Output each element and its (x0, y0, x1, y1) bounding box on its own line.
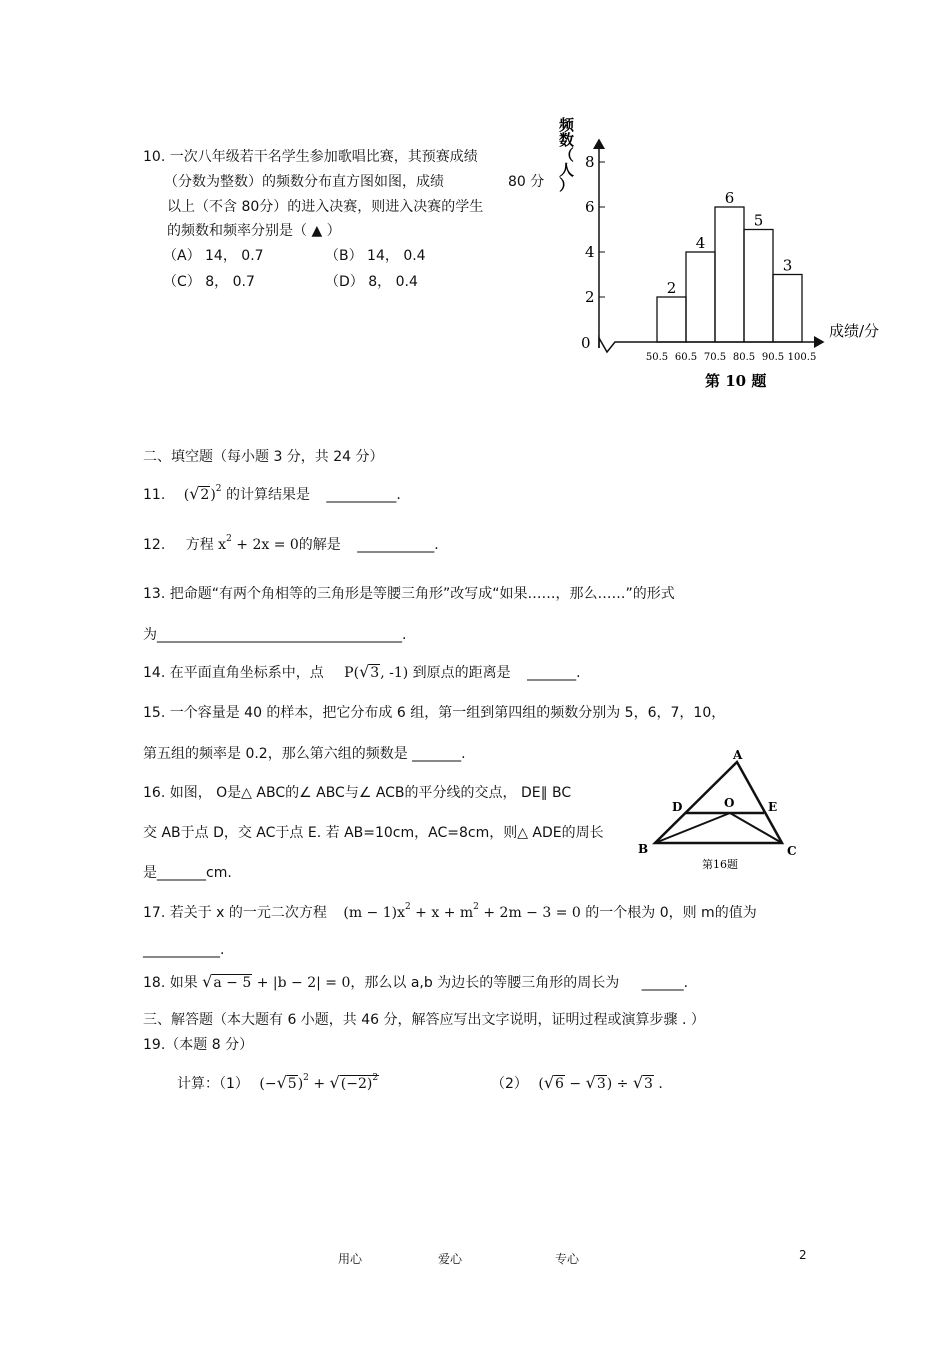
q19-part2-label: （2） (491, 1076, 528, 1092)
q18-equation: √a − 5 + |b − 2| = 0 (202, 972, 351, 991)
bar-value-label: 5 (753, 211, 764, 230)
section3-heading: 三、解答题（本大题有 6 小题，共 46 分，解答应写出文字说明，证明过程或演算步骤 . ） (143, 1012, 705, 1028)
q18-text: ，那么以 a,b 为边长的等腰三角形的周长为 (350, 975, 620, 991)
q10-line2-score: 80 分 (508, 174, 545, 190)
q11 (143, 484, 401, 504)
q19-part2 (491, 1073, 663, 1093)
label-e: E (768, 800, 778, 814)
label-d: D (672, 800, 683, 814)
q13-line2: 为___________________________________. (143, 627, 407, 643)
q10-option-d: （D） 8， 0.4 (325, 274, 418, 290)
y-tick-label: 0 (581, 334, 591, 352)
q12-equation: $x^2 + 2x = 0$ (218, 534, 299, 553)
q12-text: 的解是 (298, 537, 341, 553)
label-a: A (733, 748, 743, 762)
q12-pre: 方程 (185, 537, 214, 553)
y-tick-label: 4 (585, 243, 595, 261)
histogram-chart (545, 110, 895, 400)
q13-line1: 13. 把命题“有两个角相等的三角形是等腰三角形”改写成“如果……，那么……”的形式 (143, 586, 675, 602)
q14-text: 到原点的距离是 (412, 665, 511, 681)
q11-text: 的计算结果是 (225, 487, 310, 503)
chart-title: 第 10 题 (705, 372, 767, 390)
q14-pre: 14. 在平面直角坐标系中，点 (143, 665, 324, 681)
q14-point: P(√3, -1) (344, 662, 409, 681)
histogram-bar (657, 297, 686, 342)
q19-header: 19.（本题 8 分） (143, 1037, 254, 1053)
bar-value-label: 3 (782, 256, 793, 275)
bar-value-label: 4 (695, 234, 706, 252)
bisector-bo (655, 813, 730, 843)
q15-line2: 第五组的频率是 0.2，那么第六组的频数是 _______. (143, 746, 466, 762)
x-tick-label: 50.5 (645, 352, 669, 363)
q17-line2: ___________. (143, 942, 225, 958)
triangle-figure (630, 745, 810, 875)
histogram-bar (744, 230, 773, 343)
footer-text-1: 用心 (338, 1252, 363, 1266)
y-axis-title: 频数（人） (559, 116, 575, 194)
label-b: B (638, 842, 649, 856)
label-o: O (724, 796, 735, 810)
footer-text-2: 爱心 (438, 1252, 463, 1266)
q10-line2: （分数为整数）的频数分布直方图如图，成绩 (164, 174, 444, 190)
y-tick-label: 8 (585, 153, 595, 171)
triangle-caption: 第16题 (702, 858, 738, 871)
bar-value-label: 6 (724, 189, 735, 207)
q19-part1 (177, 1073, 379, 1093)
q18-blank: ______. (641, 975, 689, 991)
q10-option-c: （C） 8， 0.7 (163, 274, 255, 290)
q16-line2: 交 AB于点 D，交 AC于点 E. 若 AB=10cm，AC=8cm，则△ ADE的周长 (143, 825, 604, 841)
x-tick-label: 70.5 (703, 352, 727, 363)
histogram-bar (715, 207, 744, 342)
footer-text-3: 专心 (555, 1252, 580, 1266)
q10-line1: 10. 一次八年级若干名学生参加歌唱比赛，其预赛成绩 (143, 149, 478, 165)
section2-heading: 二、填空题（每小题 3 分，共 24 分） (143, 449, 384, 465)
q14 (143, 662, 581, 682)
x-tick-label: 60.5 (674, 352, 698, 363)
histogram-bar (773, 275, 802, 343)
q11-number: 11. (143, 487, 166, 503)
q17-equation: $(m - 1)x^2 + x + m^2 + 2m - 3 = 0$ (343, 902, 581, 921)
histogram-bar (686, 252, 715, 342)
q10-line4: 的频数和频率分别是（ ▲ ） (167, 223, 341, 239)
q12 (143, 534, 439, 554)
q19-expr1: $(-√5)^2 + √(-2)^2$ (259, 1073, 379, 1092)
q17-text: 的一个根为 0，则 m的值为 (585, 905, 757, 921)
q11-formula: $(√2)^2$ (183, 484, 222, 503)
q15-line1: 15. 一个容量是 40 的样本，把它分布成 6 组，第一组到第四组的频数分别为 5，6，7，10， (143, 705, 726, 721)
q16-line3: 是_______cm. (143, 865, 232, 881)
q19-expr2: (√6 − √3) ÷ √3 . (538, 1073, 663, 1092)
page-number: 2 (799, 1248, 807, 1262)
q14-blank: _______. (527, 665, 581, 681)
x-tick-label: 90.5 (761, 352, 785, 363)
q16-line1: 16. 如图， O是△ ABC的∠ ABC与∠ ACB的平分线的交点， DE∥ BC (143, 785, 572, 801)
q19-calc-label: 计算：（1） (177, 1076, 249, 1092)
x-tick-label: 100.5 (787, 352, 817, 363)
q10-line3: 以上（不含 80分）的进入决赛，则进入决赛的学生 (167, 199, 484, 215)
q18 (143, 972, 688, 992)
x-axis (599, 338, 823, 352)
q18-pre: 18. 如果 (143, 975, 198, 991)
x-axis-title: 成绩/分 (829, 322, 880, 340)
label-c: C (787, 844, 797, 858)
q17 (143, 902, 757, 922)
q17-pre: 17. 若关于 x 的一元二次方程 (143, 905, 327, 921)
q11-blank: __________. (326, 487, 401, 503)
bar-value-label: 2 (666, 279, 677, 297)
y-tick-label: 6 (585, 198, 595, 216)
x-tick-label: 80.5 (732, 352, 756, 363)
q12-blank: ___________. (357, 537, 439, 553)
q10-option-b: （B） 14， 0.4 (325, 248, 426, 264)
q12-number: 12. (143, 537, 166, 553)
q10-option-a: （A） 14， 0.7 (163, 248, 264, 264)
y-tick-label: 2 (585, 288, 595, 306)
